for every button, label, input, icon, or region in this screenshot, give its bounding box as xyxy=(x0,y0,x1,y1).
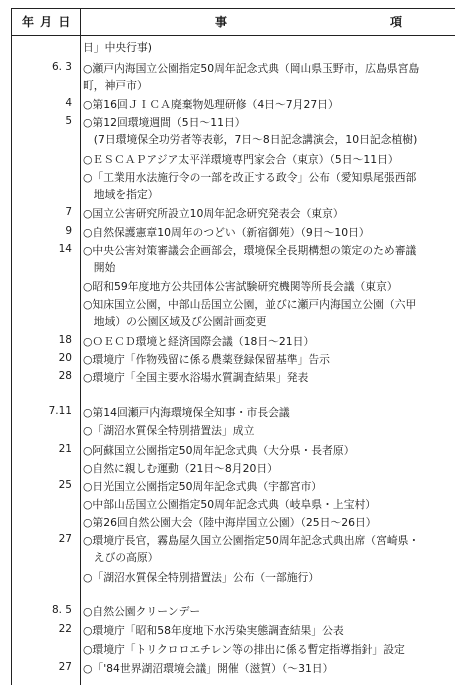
entry-event-line: ○阿蘇国立公園指定50周年記念式典（大分県・長者原） xyxy=(83,444,355,457)
entry-event-line: ○環境庁「トリクロロエチレン等の排出に係る暫定指導指針」設定 xyxy=(83,643,405,656)
entry-event-line: ○知床国立公園，中部山岳国立公園，並びに瀬戸内海国立公園（六甲 xyxy=(83,298,417,311)
header-rule xyxy=(11,35,455,36)
entry-event-line: ○環境庁長官，霧島屋久国立公園指定50周年記念式典出席（宮崎県・ xyxy=(83,534,420,547)
entry-event-line: 開始 xyxy=(83,261,116,274)
entry-event-line: ○環境庁「作物残留に係る農薬登録保留基準」告示 xyxy=(83,353,330,366)
entry-event-line: ○自然保護憲章10周年のつどい（新宿御苑）（9日～10日） xyxy=(83,226,370,239)
entry-date: 22 xyxy=(58,623,72,635)
event-column-header-2: 項 xyxy=(390,15,404,29)
entry-event-line: ○「工業用水法施行令の一部を改正する政令」公布（愛知県尾張西部 xyxy=(83,171,417,184)
entry-event-line: ○「湖沼水質保全特別措置法」公布（一部施行） xyxy=(83,571,320,584)
column-divider xyxy=(80,8,81,685)
entry-event-line: ○第16回ＪＩＣＡ廃棄物処理研修（4日～7月27日） xyxy=(83,98,339,111)
entry-date: 27 xyxy=(58,661,72,673)
entry-event-line: ○日光国立公園指定50周年記念式典（宇都宮市） xyxy=(83,480,323,493)
entry-event-line: ○ＥＳＣＡＰアジア太平洋環境専門家会合（東京）（5日～11日） xyxy=(83,153,399,166)
entry-event-line: ○瀬戸内海国立公園指定50周年記念式典（岡山県玉野市，広島県宮島 xyxy=(83,62,420,75)
entry-date: 6. 3 xyxy=(51,61,72,73)
table-left-rule xyxy=(11,8,12,685)
entry-event-line: ○中央公害対策審議会企画部会，環境保全長期構想の策定のため審議 xyxy=(83,244,417,257)
entry-date: 18 xyxy=(58,334,72,346)
entry-date: 14 xyxy=(58,243,72,255)
entry-event-line: ○中部山岳国立公園指定50周年記念式典（岐阜県・上宝村） xyxy=(83,498,377,511)
entry-event-line: 日」中央行事) xyxy=(83,41,152,54)
table-top-rule xyxy=(11,8,455,9)
entry-event-line: ○第14回瀬戸内海環境保全知事・市長会議 xyxy=(83,406,290,419)
entry-date: 28 xyxy=(58,370,72,382)
entry-event-line: ○「湖沼水質保全特別措置法」成立 xyxy=(83,424,255,437)
entry-event-line: ○環境庁「全国主要水浴場水質調査結果」発表 xyxy=(83,371,309,384)
entry-event-line: ○国立公害研究所設立10周年記念研究発表会（東京） xyxy=(83,207,344,220)
entry-date: 20 xyxy=(58,352,72,364)
entry-event-line: 町，神戸市） xyxy=(83,79,148,92)
entry-event-line: ○自然に親しむ運動（21日～8月20日） xyxy=(83,462,278,475)
entry-date: 25 xyxy=(58,479,72,491)
entry-event-line: ○「'84世界湖沼環境会議」開催（滋賀）（～31日） xyxy=(83,662,334,675)
entry-date: 7 xyxy=(65,206,72,218)
entry-date: 5 xyxy=(65,115,72,127)
entry-date: 7.11 xyxy=(48,405,72,417)
entry-event-line: ○自然公園クリーンデー xyxy=(83,605,201,618)
entry-date: 9 xyxy=(65,225,72,237)
event-column-header-1: 事 xyxy=(215,15,229,29)
entry-date: 4 xyxy=(65,97,72,109)
entry-event-line: ○環境庁「昭和58年度地下水汚染実態調査結果」公表 xyxy=(83,624,344,637)
entry-event-line: (7日環境保全功労者等表彰，7日～8日記念講演会，10日記念植樹) xyxy=(83,133,418,146)
entry-date: 8. 5 xyxy=(51,604,72,616)
entry-event-line: えびの高原） xyxy=(83,551,159,564)
entry-event-line: ○昭和59年度地方公共団体公害試験研究機関等所長会議（東京） xyxy=(83,280,398,293)
entry-event-line: 地域）の公園区域及び公園計画変更 xyxy=(83,315,267,328)
entry-event-line: ○ＯＥＣＤ環境と経済国際会議（18日～21日） xyxy=(83,335,315,348)
entry-date: 21 xyxy=(58,443,72,455)
date-column-header: 年 月 日 xyxy=(22,15,72,29)
entry-date: 27 xyxy=(58,533,72,545)
entry-event-line: ○第26回自然公園大会（陸中海岸国立公園）（25日～26日） xyxy=(83,516,377,529)
entry-event-line: 地域を指定） xyxy=(83,188,159,201)
entry-event-line: ○第12回環境週間（5日～11日） xyxy=(83,116,246,129)
